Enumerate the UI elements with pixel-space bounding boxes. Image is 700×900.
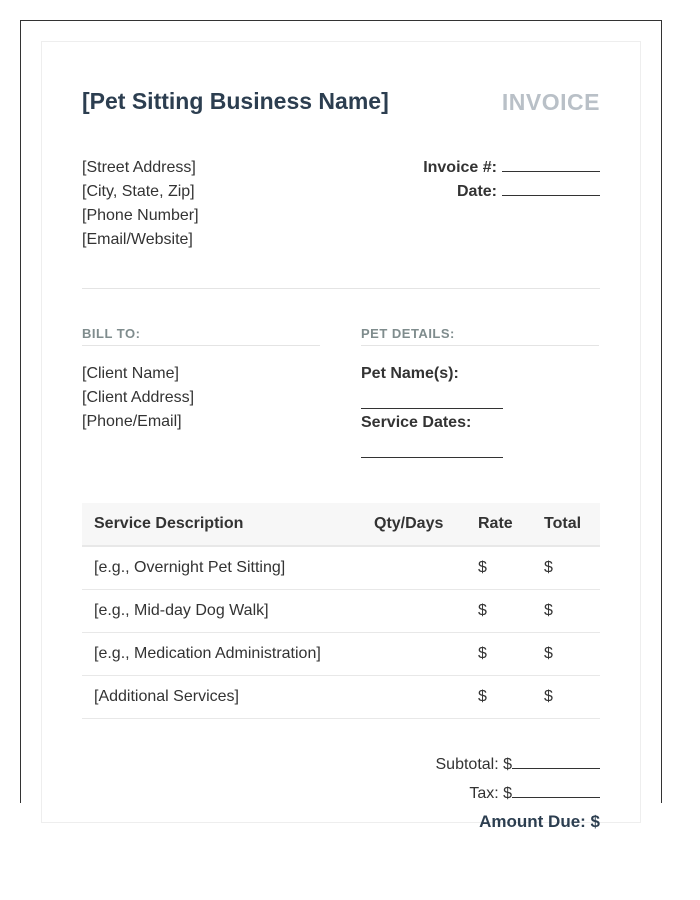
invoice-date-row — [423, 180, 600, 204]
table-row — [82, 546, 600, 590]
invoice-title: INVOICE — [501, 89, 600, 115]
column-header: Rate — [466, 503, 532, 546]
totals-block — [436, 750, 601, 832]
column-header: Total — [532, 503, 600, 546]
invoice-number-label: Invoice #: — [423, 159, 497, 176]
column-header: Service Description — [82, 503, 362, 546]
pet-details — [361, 362, 503, 460]
pet-names-label: Pet Name(s): — [361, 365, 459, 382]
subtotal-label: Subtotal: $ — [435, 756, 512, 773]
service-description: [e.g., Mid-day Dog Walk] — [82, 590, 362, 633]
service-total: $ — [532, 546, 600, 590]
subtotal-blank[interactable] — [512, 754, 600, 769]
service-rate: $ — [466, 633, 532, 676]
pet-details-heading: PET DETAILS: — [361, 326, 599, 346]
invoice-number-row — [423, 156, 600, 180]
amount-due-label: Amount Due: $ — [479, 812, 600, 831]
client-name: [Client Name] — [82, 365, 179, 382]
invoice-meta — [423, 156, 600, 204]
phone-number: [Phone Number] — [82, 207, 199, 224]
business-address — [82, 156, 199, 252]
city-state-zip: [City, State, Zip] — [82, 183, 195, 200]
business-name: [Pet Sitting Business Name] — [82, 88, 389, 114]
table-row — [82, 633, 600, 676]
service-description: [e.g., Medication Administration] — [82, 633, 362, 676]
service-rate: $ — [466, 676, 532, 719]
service-rate: $ — [466, 546, 532, 590]
service-dates-label: Service Dates: — [361, 414, 472, 431]
table-row — [82, 676, 600, 719]
tax-row — [436, 779, 601, 808]
tax-blank[interactable] — [512, 783, 600, 798]
bill-to-heading: BILL TO: — [82, 326, 320, 346]
pet-names-blank[interactable] — [361, 386, 503, 409]
invoice-date-blank[interactable] — [502, 181, 600, 196]
service-qty — [362, 590, 466, 633]
invoice-sheet — [41, 41, 641, 831]
service-total: $ — [532, 633, 600, 676]
tax-label: Tax: $ — [469, 785, 512, 802]
client-contact: [Phone/Email] — [82, 413, 182, 430]
service-description: [Additional Services] — [82, 676, 362, 719]
service-total: $ — [532, 590, 600, 633]
page-frame — [20, 20, 662, 831]
email-website: [Email/Website] — [82, 231, 193, 248]
client-address: [Client Address] — [82, 389, 195, 406]
service-qty — [362, 546, 466, 590]
service-total: $ — [532, 676, 600, 719]
services-table — [82, 503, 600, 719]
table-header-row — [82, 503, 600, 546]
bill-to-details — [82, 362, 194, 434]
invoice-number-blank[interactable] — [502, 157, 600, 172]
column-header: Qty/Days — [362, 503, 466, 546]
service-dates-blank[interactable] — [361, 435, 503, 458]
service-rate: $ — [466, 590, 532, 633]
service-description: [e.g., Overnight Pet Sitting] — [82, 546, 362, 590]
service-qty — [362, 633, 466, 676]
invoice-date-label: Date: — [456, 183, 497, 200]
subtotal-row — [436, 750, 601, 779]
table-row — [82, 590, 600, 633]
street-address: [Street Address] — [82, 159, 196, 176]
header-divider — [82, 288, 600, 289]
service-qty — [362, 676, 466, 719]
